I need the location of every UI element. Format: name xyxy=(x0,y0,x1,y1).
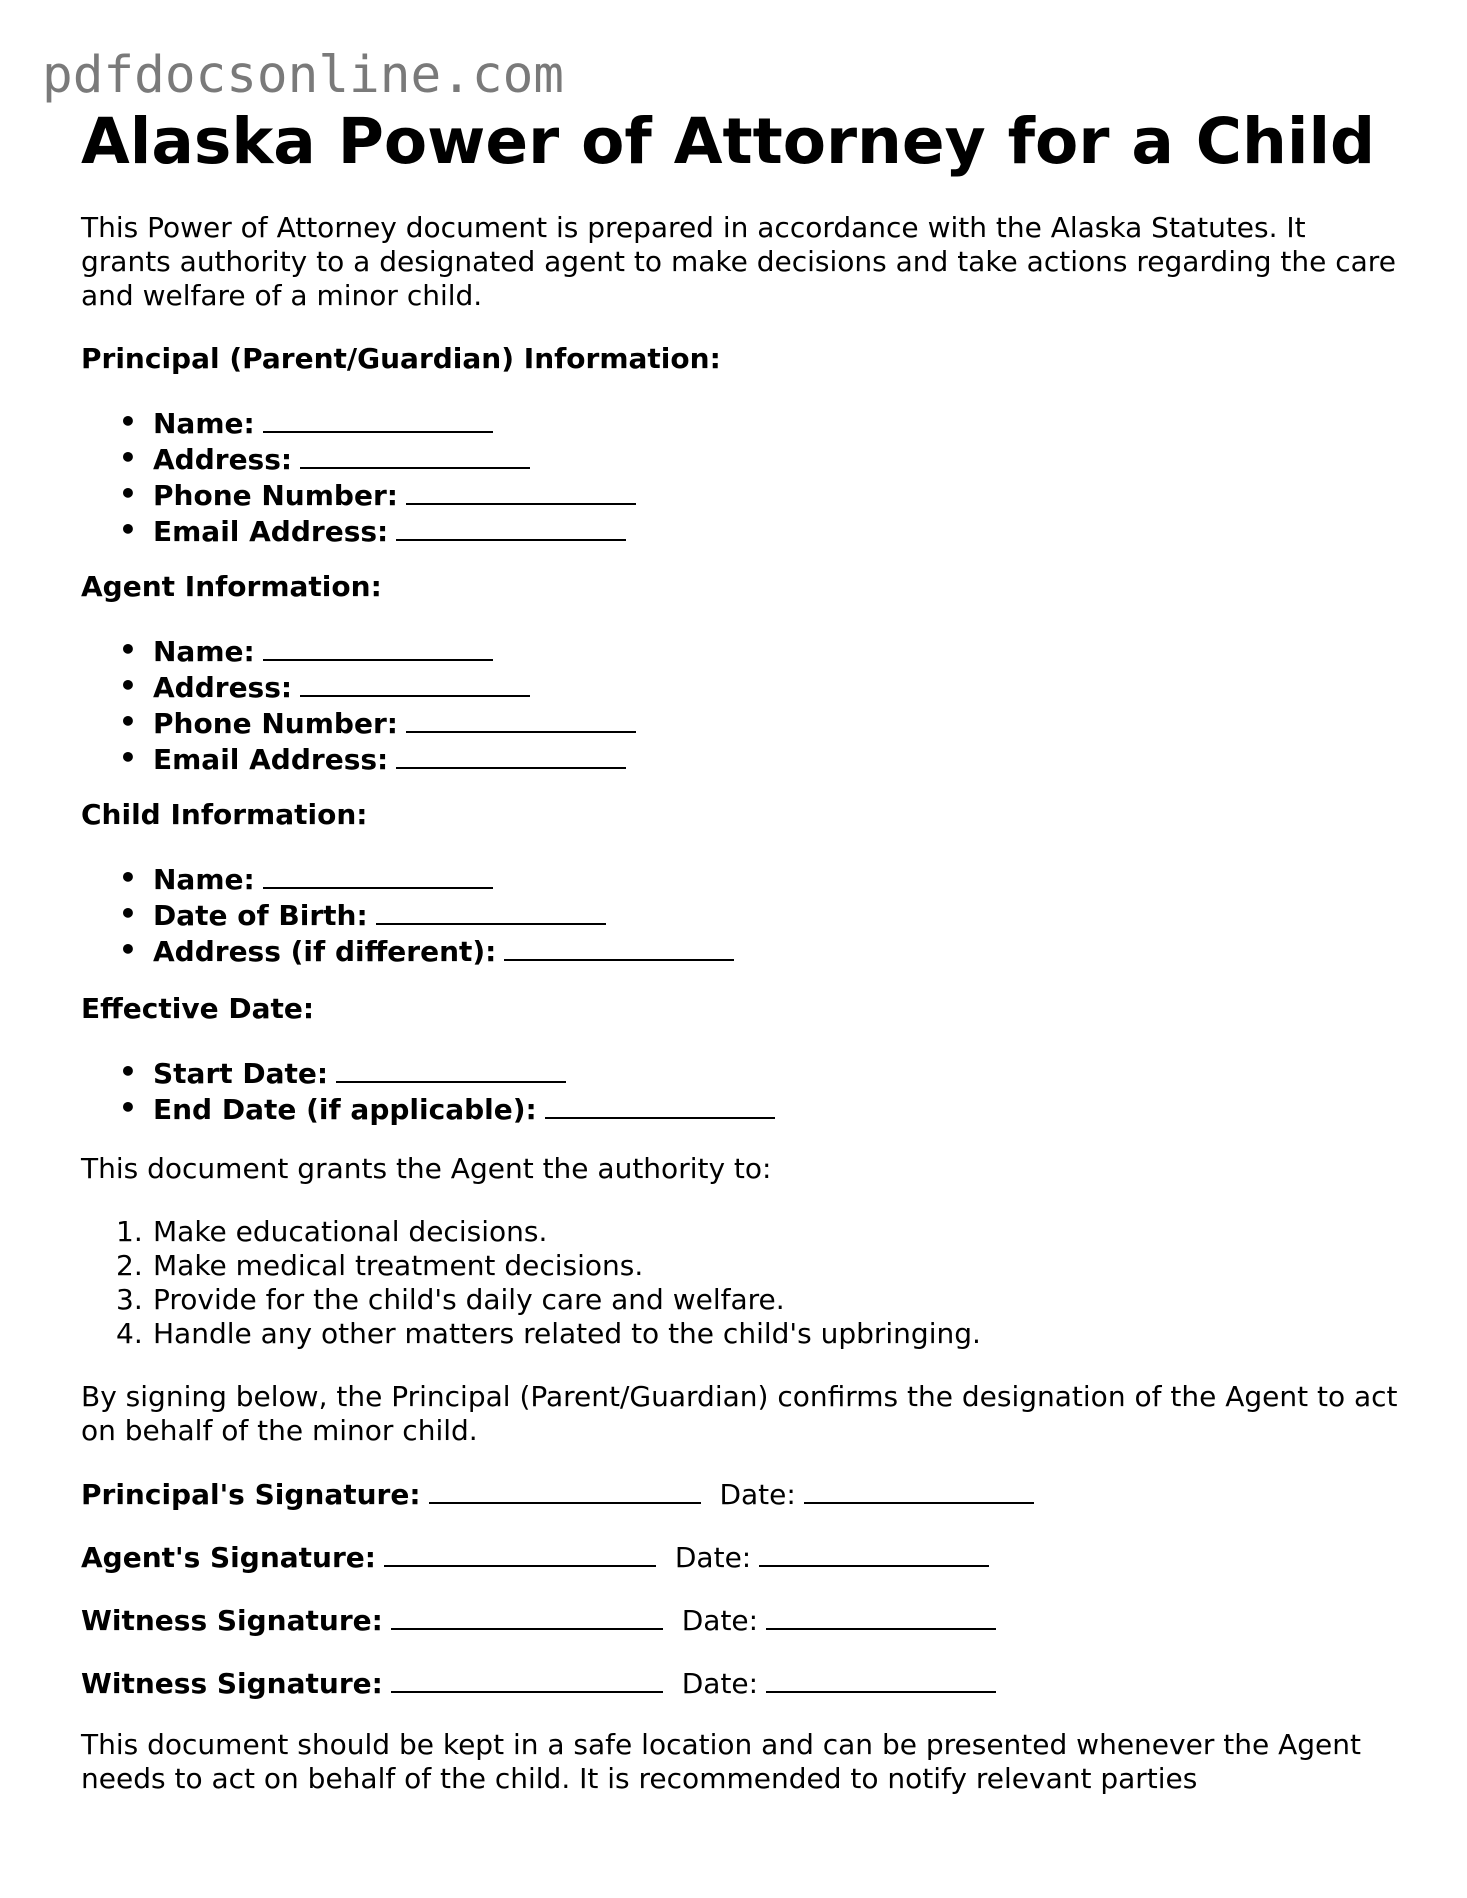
date-blank[interactable] xyxy=(766,1665,996,1693)
child-name-field[interactable] xyxy=(81,861,1401,897)
authority-item-text: Provide for the child's daily care and welfare. xyxy=(153,1283,785,1316)
signature-label: Agent's Signature: xyxy=(81,1541,376,1574)
signature-label: Principal's Signature: xyxy=(81,1478,421,1511)
date-label: Date: xyxy=(719,1478,796,1511)
signature-blank[interactable] xyxy=(384,1539,656,1567)
blank-line[interactable] xyxy=(263,633,493,661)
closing-paragraph: This document should be kept in a safe location and can be presented whenever the Agent needs to act on behalf of the child. It is recommended to notify relevant parties xyxy=(81,1728,1361,1795)
effective-section xyxy=(81,992,1401,1127)
intro-paragraph: This Power of Attorney document is prepared in accordance with the Alaska Statutes. It grants authority to a designated agent to make decisions and take actions regarding the care and welfare of a minor child. xyxy=(81,211,1396,312)
field-label: Name: xyxy=(153,635,255,668)
end-date-field[interactable] xyxy=(81,1091,1401,1127)
blank-line[interactable] xyxy=(396,741,626,769)
field-label: Date of Birth: xyxy=(153,899,368,932)
date-label: Date: xyxy=(674,1541,752,1574)
field-label: Address: xyxy=(153,443,293,476)
field-label: Phone Number: xyxy=(153,479,398,512)
blank-line[interactable] xyxy=(263,405,493,433)
date-blank[interactable] xyxy=(804,1476,1034,1504)
blank-line[interactable] xyxy=(336,1055,566,1083)
authority-item: 4. Handle any other matters related to the child's upbringing. xyxy=(116,1317,981,1350)
authority-item-text: Make medical treatment decisions. xyxy=(153,1249,644,1282)
witness-signature-line-2[interactable] xyxy=(81,1665,1401,1701)
signature-blank[interactable] xyxy=(391,1602,663,1630)
authority-item: 3. Provide for the child's daily care and welfare. xyxy=(116,1283,785,1316)
principal-signature-line[interactable] xyxy=(81,1476,1401,1512)
authority-list xyxy=(81,1215,1401,1351)
agent-email-field[interactable] xyxy=(81,741,1401,777)
start-date-field[interactable] xyxy=(81,1055,1401,1091)
field-label: Name: xyxy=(153,407,255,440)
blank-line[interactable] xyxy=(406,705,636,733)
blank-line[interactable] xyxy=(300,441,530,469)
agent-heading: Agent Information: xyxy=(81,570,382,603)
agent-phone-field[interactable] xyxy=(81,705,1401,741)
blank-line[interactable] xyxy=(396,513,626,541)
child-heading: Child Information: xyxy=(81,798,368,831)
field-label: Phone Number: xyxy=(153,707,398,740)
blank-line[interactable] xyxy=(406,477,636,505)
agent-name-field[interactable] xyxy=(81,633,1401,669)
blank-line[interactable] xyxy=(263,861,493,889)
witness-signature-line-1[interactable] xyxy=(81,1602,1401,1638)
blank-line[interactable] xyxy=(504,933,734,961)
child-section xyxy=(81,798,1401,969)
agent-signature-line[interactable] xyxy=(81,1539,1401,1575)
field-label: Email Address: xyxy=(153,515,389,548)
effective-heading: Effective Date: xyxy=(81,992,315,1025)
child-fields xyxy=(81,861,1401,969)
date-label: Date: xyxy=(681,1604,759,1637)
blank-line[interactable] xyxy=(545,1091,775,1119)
principal-phone-field[interactable] xyxy=(81,477,1401,513)
principal-section xyxy=(81,342,1401,549)
principal-name-field[interactable] xyxy=(81,405,1401,441)
blank-line[interactable] xyxy=(376,897,606,925)
watermark: pdfdocsonline.com xyxy=(42,46,564,105)
field-label: Start Date: xyxy=(153,1057,329,1090)
authority-item-text: Handle any other matters related to the child's upbringing. xyxy=(153,1317,981,1350)
principal-heading: Principal (Parent/Guardian) Information: xyxy=(81,342,721,375)
signature-blank[interactable] xyxy=(429,1476,701,1504)
child-address-field[interactable] xyxy=(81,933,1401,969)
field-label: End Date (if applicable): xyxy=(153,1093,537,1126)
signature-label: Witness Signature: xyxy=(81,1604,383,1637)
field-label: Address: xyxy=(153,671,293,704)
agent-fields xyxy=(81,633,1401,777)
authority-item-text: Make educational decisions. xyxy=(153,1215,548,1248)
document-title: Alaska Power of Attorney for a Child xyxy=(81,105,1376,178)
agent-address-field[interactable] xyxy=(81,669,1401,705)
principal-fields xyxy=(81,405,1401,549)
date-blank[interactable] xyxy=(766,1602,996,1630)
principal-email-field[interactable] xyxy=(81,513,1401,549)
field-label: Address (if different): xyxy=(153,935,497,968)
blank-line[interactable] xyxy=(300,669,530,697)
confirmation-paragraph: By signing below, the Principal (Parent/Guardian) confirms the designation of the Agent to act on behalf of the minor child. xyxy=(81,1380,1398,1447)
field-label: Name: xyxy=(153,863,255,896)
authority-item: 2. Make medical treatment decisions. xyxy=(116,1249,644,1282)
authority-section xyxy=(81,1152,1401,1351)
signature-label: Witness Signature: xyxy=(81,1667,383,1700)
field-label: Email Address: xyxy=(153,743,389,776)
signature-blank[interactable] xyxy=(391,1665,663,1693)
child-dob-field[interactable] xyxy=(81,897,1401,933)
principal-address-field[interactable] xyxy=(81,441,1401,477)
date-label: Date: xyxy=(681,1667,759,1700)
agent-section xyxy=(81,570,1401,777)
authority-lead: This document grants the Agent the authority to: xyxy=(81,1152,772,1185)
effective-fields xyxy=(81,1055,1401,1127)
date-blank[interactable] xyxy=(759,1539,989,1567)
authority-item: 1. Make educational decisions. xyxy=(116,1215,548,1248)
